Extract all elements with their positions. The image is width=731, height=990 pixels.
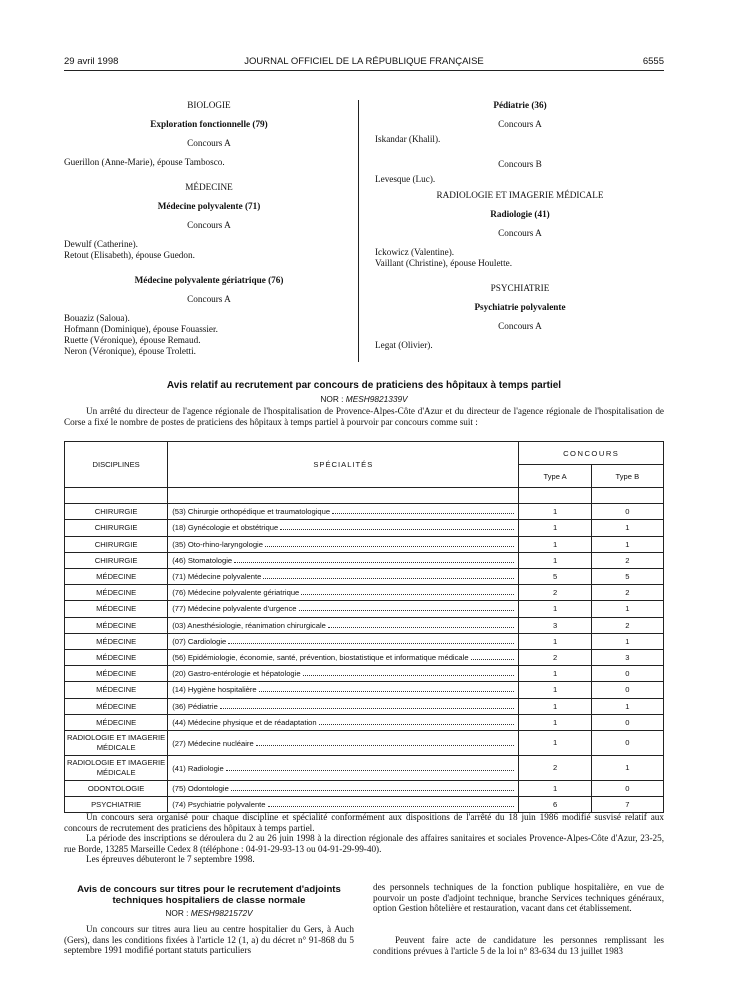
journal-title: JOURNAL OFFICIEL DE LA RÉPUBLIQUE FRANÇAISE <box>244 56 484 67</box>
section-heading: PSYCHIATRIE <box>490 283 550 293</box>
specialite-cell <box>168 552 519 568</box>
type-b-cell: 2 <box>591 617 663 633</box>
specialite-label: (71) Médecine polyvalente <box>172 572 262 581</box>
candidate-name: Levesque (Luc). <box>375 174 436 184</box>
specialite-label: (56) Epidémiologie, économie, santé, prévention, biostatistique et informatique médicale <box>172 653 469 663</box>
paragraph: Un concours sur titres aura lieu au centre hospitalier du Gers, à Auch (Gers), dans les conditions fixées à l'article 12 (1, a) du décret n° 91-868 du 5 septembre 1991 modifié portant statuts particuliers <box>64 924 354 955</box>
specialty-heading: Médecine polyvalente (71) <box>157 201 261 211</box>
discipline-cell: MÉDECINE <box>65 682 168 698</box>
page-number: 6555 <box>642 56 664 67</box>
candidate-name: Neron (Véronique), épouse Troletti. <box>64 346 196 356</box>
concours-label: Concours A <box>498 228 542 238</box>
avis-title: Avis relatif au recrutement par concours de praticiens des hôpitaux à temps partiel <box>166 380 562 391</box>
discipline-cell: CHIRURGIE <box>65 504 168 520</box>
discipline-cell: MÉDECINE <box>65 650 168 666</box>
dot-leader <box>471 652 515 660</box>
type-a-cell: 2 <box>519 650 591 666</box>
table-row <box>65 552 664 568</box>
discipline-cell: RADIOLOGIE ET IMAGERIE MÉDICALE <box>65 756 168 781</box>
dot-leader <box>220 701 515 709</box>
table-row <box>65 781 664 797</box>
type-b-cell: 0 <box>591 682 663 698</box>
section-heading: BIOLOGIE <box>187 100 231 110</box>
concours-label: Concours A <box>498 321 542 331</box>
type-a-cell: 1 <box>519 731 591 756</box>
table-row <box>65 601 664 617</box>
right-column <box>375 100 665 351</box>
specialty-heading: Médecine polyvalente gériatrique (76) <box>134 275 284 285</box>
specialite-label: (75) Odontologie <box>172 784 229 794</box>
specialite-label: (14) Hygiène hospitalière <box>172 685 257 695</box>
dot-leader <box>299 603 515 611</box>
specialite-cell <box>168 633 519 649</box>
specialite-cell <box>168 698 519 714</box>
specialite-label: (03) Anesthésiologie, réanimation chirurgicale <box>172 620 326 630</box>
specialite-cell <box>168 756 519 781</box>
type-b-cell: 5 <box>591 569 663 585</box>
specialite-cell <box>168 617 519 633</box>
concours-label: Concours A <box>498 119 542 129</box>
specialite-cell <box>168 781 519 797</box>
concours-label: Concours B <box>498 159 542 169</box>
dot-leader <box>234 555 514 563</box>
specialite-label: (53) Chirurgie orthopédique et traumatologique <box>172 507 331 517</box>
specialite-label: (36) Pédiatrie <box>172 701 218 711</box>
section-heading: RADIOLOGIE ET IMAGERIE MÉDICALE <box>436 190 604 200</box>
type-b-cell: 2 <box>591 552 663 568</box>
paragraph: Peuvent faire acte de candidature les personnes remplissant les conditions prévues à l'article 5 de la loi n° 83-634 du 13 juillet 1983 <box>373 935 664 956</box>
table-row <box>65 650 664 666</box>
specialty-heading: Exploration fonctionnelle (79) <box>150 119 268 129</box>
type-b-cell: 0 <box>591 714 663 730</box>
left-column <box>64 100 354 357</box>
nor-line <box>64 394 664 404</box>
type-a-cell: 1 <box>519 633 591 649</box>
specialite-cell <box>168 731 519 756</box>
avis-intro: Un arrêté du directeur de l'agence régionale de l'hospitalisation de Provence-Alpes-Côte d'Azur et du directeur de l'agence régionale de l'hospitalisation de Corse a fixé le nombre de postes de praticiens des hôpitaux à temps partiel à pourvoir par concours comme suit : <box>64 406 664 427</box>
dot-leader <box>226 763 515 771</box>
specialite-cell <box>168 504 519 520</box>
specialty-heading: Radiologie (41) <box>490 209 550 219</box>
dot-leader <box>301 587 514 595</box>
type-b-cell: 0 <box>591 781 663 797</box>
paragraph: des personnels techniques de la fonction publique hospitalière, en vue de pourvoir un poste d'adjoint technique, branche Services techniques généraux, option Gestion hôtelière et restauration, vacant dans cet établissement. <box>373 882 664 913</box>
type-b-cell: 0 <box>591 666 663 682</box>
nor-label: NOR : <box>320 394 344 404</box>
table-row <box>65 504 664 520</box>
table-row <box>65 682 664 698</box>
candidate-name: Hofmann (Dominique), épouse Fouassier. <box>64 324 218 334</box>
candidate-name: Ickowicz (Valentine). <box>375 247 455 257</box>
type-a-cell: 1 <box>519 714 591 730</box>
specialite-cell <box>168 520 519 536</box>
specialite-cell <box>168 536 519 552</box>
type-a-cell: 1 <box>519 504 591 520</box>
dot-leader <box>303 668 515 676</box>
specialite-label: (35) Oto-rhino-laryngologie <box>172 539 263 549</box>
nor-label: NOR : <box>165 908 189 918</box>
concours-label: Concours A <box>187 138 231 148</box>
candidate-name: Legat (Olivier). <box>375 340 433 350</box>
table-row <box>65 633 664 649</box>
table-row <box>65 714 664 730</box>
specialite-cell <box>168 650 519 666</box>
dot-leader <box>265 539 515 547</box>
specialite-label: (18) Gynécologie et obstétrique <box>172 523 279 533</box>
candidate-name: Retout (Elisabeth), épouse Guedon. <box>64 250 195 260</box>
dot-leader <box>319 717 515 725</box>
table-row <box>65 731 664 756</box>
type-a-cell: 1 <box>519 666 591 682</box>
specialty-heading: Psychiatrie polyvalente <box>474 302 566 312</box>
specialite-cell <box>168 714 519 730</box>
type-a-cell: 1 <box>519 520 591 536</box>
header-disciplines: DISCIPLINES <box>65 442 168 488</box>
discipline-cell: MÉDECINE <box>65 617 168 633</box>
specialite-label: (44) Médecine physique et de réadaptation <box>172 717 317 727</box>
table-row <box>65 617 664 633</box>
header-type-a: Type A <box>519 465 591 488</box>
specialite-label: (76) Médecine polyvalente gériatrique <box>172 588 300 598</box>
dot-leader <box>268 799 515 807</box>
specialty-heading: Pédiatrie (36) <box>493 100 547 110</box>
type-a-cell: 6 <box>519 797 591 813</box>
concours-label: Concours A <box>187 220 231 230</box>
specialite-label: (77) Médecine polyvalente d'urgence <box>172 604 297 614</box>
table-row <box>65 797 664 813</box>
header-rule <box>64 70 664 71</box>
concours-label: Concours A <box>187 294 231 304</box>
paragraph: Un concours sera organisé pour chaque discipline et spécialité conformément aux dispositions de l'arrêté du 18 juin 1986 modifié susvisé relatif aux concours de recrutement des praticiens des hôpitaux à temps partiel. <box>64 812 664 833</box>
type-b-cell: 7 <box>591 797 663 813</box>
specialite-cell <box>168 666 519 682</box>
candidate-name: Dewulf (Catherine). <box>64 239 138 249</box>
discipline-cell: MÉDECINE <box>65 633 168 649</box>
type-b-cell: 2 <box>591 585 663 601</box>
type-a-cell: 1 <box>519 536 591 552</box>
specialite-label: (41) Radiologie <box>172 763 224 773</box>
section-heading: MÉDECINE <box>185 182 233 192</box>
candidate-name: Bouaziz (Saloua). <box>64 313 130 323</box>
candidate-name: Iskandar (Khalil). <box>375 134 441 144</box>
discipline-cell: MÉDECINE <box>65 601 168 617</box>
type-a-cell: 1 <box>519 698 591 714</box>
table-row <box>65 698 664 714</box>
discipline-cell: MÉDECINE <box>65 666 168 682</box>
specialite-label: (74) Psychiatrie polyvalente <box>172 800 266 810</box>
table-row <box>65 666 664 682</box>
dot-leader <box>256 738 515 746</box>
avis2-title: Avis de concours sur titres pour le recrutement d'adjoints techniques hospitaliers de classe normale <box>77 884 341 906</box>
dot-leader <box>332 506 514 514</box>
table-row <box>65 569 664 585</box>
candidate-name: Ruette (Véronique), épouse Remaud. <box>64 335 201 345</box>
discipline-cell: PSYCHIATRIE <box>65 797 168 813</box>
table-body <box>65 488 664 813</box>
type-a-cell: 1 <box>519 682 591 698</box>
table-row <box>65 756 664 781</box>
specialite-label: (46) Stomatologie <box>172 555 233 565</box>
type-a-cell: 1 <box>519 552 591 568</box>
table-row <box>65 536 664 552</box>
specialite-label: (20) Gastro-entérologie et hépatologie <box>172 669 301 679</box>
column-divider <box>358 100 359 362</box>
header-concours: CONCOURS <box>519 442 664 465</box>
dot-leader <box>228 636 514 644</box>
nor-code: MESH9821572V <box>190 908 253 918</box>
dot-leader <box>231 783 515 791</box>
discipline-cell: MÉDECINE <box>65 698 168 714</box>
type-a-cell: 5 <box>519 569 591 585</box>
type-a-cell: 3 <box>519 617 591 633</box>
table-row <box>65 520 664 536</box>
type-b-cell: 3 <box>591 650 663 666</box>
specialite-cell <box>168 569 519 585</box>
dot-leader <box>259 684 515 692</box>
postes-table <box>64 441 664 813</box>
type-a-cell: 1 <box>519 601 591 617</box>
table-row <box>65 585 664 601</box>
specialite-cell <box>168 601 519 617</box>
discipline-cell: ODONTOLOGIE <box>65 781 168 797</box>
discipline-cell: MÉDECINE <box>65 569 168 585</box>
dot-leader <box>328 620 515 628</box>
discipline-cell: RADIOLOGIE ET IMAGERIE MÉDICALE <box>65 731 168 756</box>
header-specialites: SPÉCIALITÉS <box>168 442 519 488</box>
dot-leader <box>280 522 514 530</box>
specialite-cell <box>168 682 519 698</box>
type-a-cell: 2 <box>519 585 591 601</box>
type-b-cell: 1 <box>591 756 663 781</box>
type-b-cell: 0 <box>591 731 663 756</box>
specialite-label: (07) Cardiologie <box>172 636 227 646</box>
dot-leader <box>263 571 514 579</box>
discipline-cell: MÉDECINE <box>65 714 168 730</box>
candidate-name: Guerillon (Anne-Marie), épouse Tambosco. <box>64 157 225 167</box>
specialite-cell <box>168 585 519 601</box>
nor-code: MESH9821339V <box>345 394 408 404</box>
discipline-cell: CHIRURGIE <box>65 552 168 568</box>
type-b-cell: 1 <box>591 520 663 536</box>
type-b-cell: 0 <box>591 504 663 520</box>
type-b-cell: 1 <box>591 633 663 649</box>
specialite-label: (27) Médecine nucléaire <box>172 738 254 748</box>
type-a-cell: 2 <box>519 756 591 781</box>
discipline-cell: CHIRURGIE <box>65 520 168 536</box>
specialite-cell <box>168 797 519 813</box>
type-a-cell: 1 <box>519 781 591 797</box>
nor-line <box>64 908 354 918</box>
discipline-cell: CHIRURGIE <box>65 536 168 552</box>
candidate-name: Vaillant (Christine), épouse Houlette. <box>375 258 513 268</box>
type-b-cell: 1 <box>591 601 663 617</box>
discipline-cell: MÉDECINE <box>65 585 168 601</box>
paragraph: La période des inscriptions se déroulera du 2 au 26 juin 1998 à la direction régionale des affaires sanitaires et sociales Provence-Alpes-Côte d'Azur, 23-25, rue Borde, 13285 Marseille Cedex 8 (téléphone : 04-91-29-93-13 ou 04-91-29-99-40). <box>64 833 664 854</box>
header-date: 29 avril 1998 <box>64 56 119 67</box>
type-b-cell: 1 <box>591 536 663 552</box>
header-type-b: Type B <box>591 465 663 488</box>
type-b-cell: 1 <box>591 698 663 714</box>
paragraph: Les épreuves débuteront le 7 septembre 1998. <box>86 854 255 864</box>
